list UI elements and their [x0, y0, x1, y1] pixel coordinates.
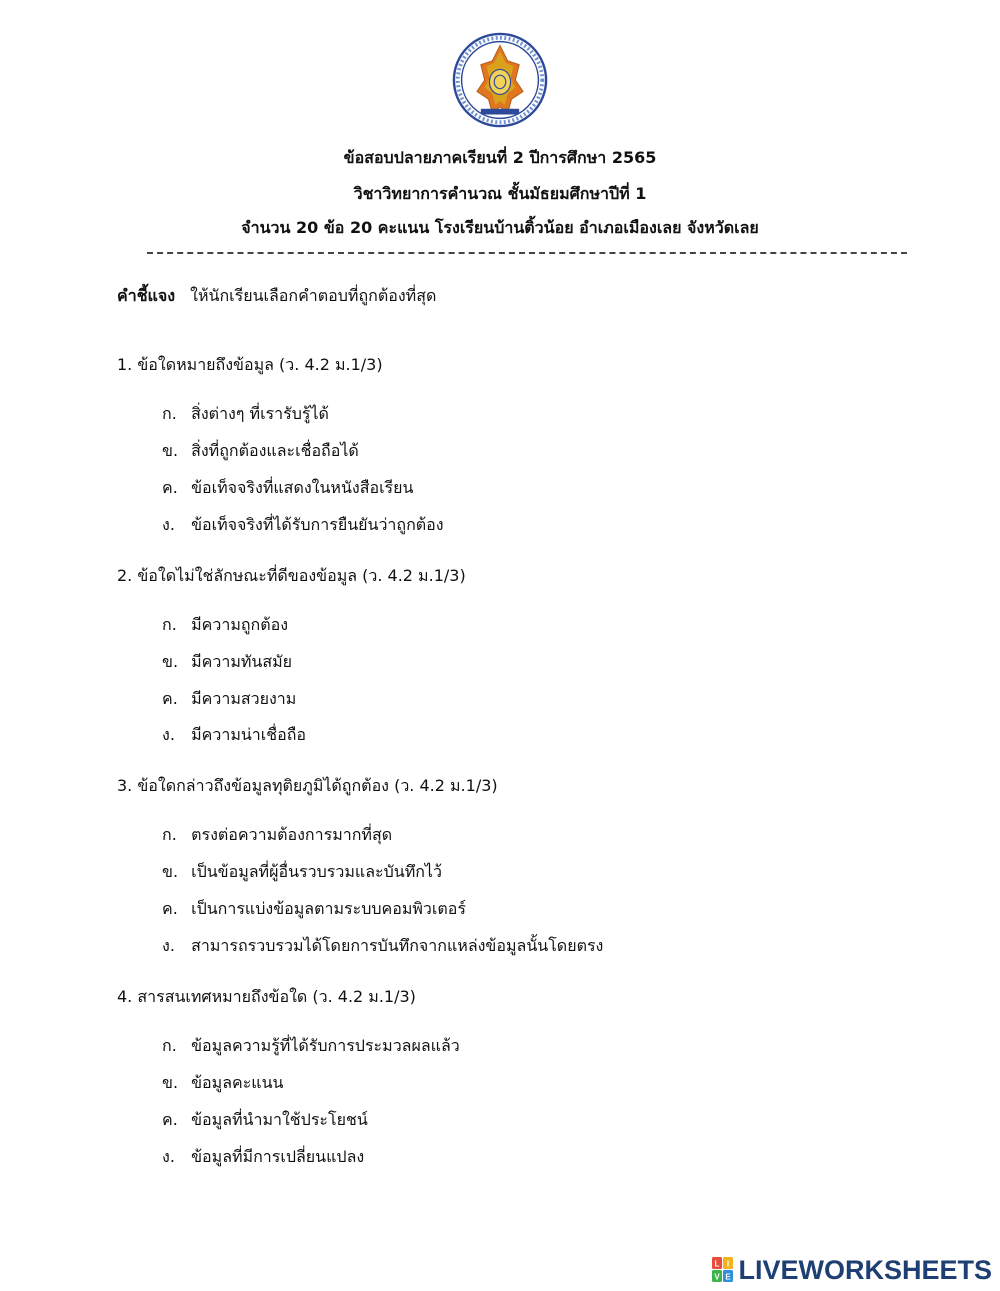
- choice-letter: ข.: [162, 652, 179, 671]
- choice-letter: ง.: [162, 725, 175, 744]
- choice-text: ข้อมูลความรู้ที่ได้รับการประมวลผลแล้ว: [191, 1036, 460, 1055]
- question-4: 4. สารสนเทศหมายถึงข้อใด (ว. 4.2 ม.1/3): [117, 987, 416, 1006]
- choice-q2-a[interactable]: [162, 613, 288, 638]
- choice-q3-a[interactable]: [162, 823, 392, 848]
- question-3: 3. ข้อใดกล่าวถึงข้อมูลทุติยภูมิได้ถูกต้อง (ว. 4.2 ม.1/3): [117, 776, 498, 795]
- choice-text: สิ่งที่ถูกต้องและเชื่อถือได้: [191, 441, 359, 460]
- choice-text: ข้อมูลที่มีการเปลี่ยนแปลง: [191, 1147, 365, 1166]
- choice-q1-b[interactable]: [162, 439, 359, 464]
- choice-text: มีความสวยงาม: [191, 689, 297, 708]
- school-emblem-logo: [452, 32, 548, 128]
- choice-q2-d[interactable]: [162, 723, 306, 748]
- choice-q1-c[interactable]: [162, 476, 413, 501]
- choice-q4-d[interactable]: [162, 1145, 364, 1170]
- question-1: 1. ข้อใดหมายถึงข้อมูล (ว. 4.2 ม.1/3): [117, 355, 383, 374]
- choice-letter: ก.: [162, 825, 177, 844]
- choice-letter: ข.: [162, 441, 179, 460]
- choice-q3-c[interactable]: [162, 897, 466, 922]
- choice-letter: ง.: [162, 1147, 175, 1166]
- choice-q2-b[interactable]: [162, 650, 292, 675]
- svg-text:V: V: [714, 1272, 721, 1282]
- question-2: 2. ข้อใดไม่ใช่ลักษณะที่ดีของข้อมูล (ว. 4.2 ม.1/3): [117, 566, 466, 585]
- choice-letter: ค.: [162, 899, 178, 918]
- choice-letter: ง.: [162, 936, 175, 955]
- choice-text: มีความทันสมัย: [191, 652, 293, 671]
- svg-text:E: E: [725, 1272, 732, 1282]
- choice-q4-c[interactable]: [162, 1108, 368, 1133]
- choice-text: ข้อมูลคะแนน: [191, 1073, 284, 1092]
- choice-letter: ง.: [162, 515, 175, 534]
- choice-q3-d[interactable]: [162, 934, 603, 959]
- choice-text: ข้อเท็จจริงที่แสดงในหนังสือเรียน: [191, 478, 414, 497]
- choice-letter: ค.: [162, 1110, 178, 1129]
- choice-letter: ก.: [162, 404, 177, 423]
- choice-text: สิ่งต่างๆ ที่เรารับรู้ได้: [191, 404, 329, 423]
- choice-q1-a[interactable]: [162, 402, 329, 427]
- choice-text: เป็นการแบ่งข้อมูลตามระบบคอมพิวเตอร์: [191, 899, 466, 918]
- instruction-text: ให้นักเรียนเลือกคำตอบที่ถูกต้องที่สุด: [190, 286, 437, 305]
- svg-text:I: I: [727, 1259, 730, 1269]
- choice-text: มีความน่าเชื่อถือ: [191, 725, 307, 744]
- choice-q2-c[interactable]: [162, 687, 296, 712]
- subject-title: วิชาวิทยาการคำนวณ ชั้นมัธยมศึกษาปีที่ 1: [353, 184, 647, 203]
- dashed-divider: [147, 252, 907, 254]
- exam-title: ข้อสอบปลายภาคเรียนที่ 2 ปีการศึกษา 2565: [343, 148, 657, 167]
- choice-text: ข้อเท็จจริงที่ได้รับการยืนยันว่าถูกต้อง: [191, 515, 444, 534]
- choice-text: ข้อมูลที่นำมาใช้ประโยชน์: [191, 1110, 368, 1129]
- choice-text: สามารถรวบรวมได้โดยการบันทึกจากแหล่งข้อมูลนั้นโดยตรง: [191, 936, 604, 955]
- choice-q4-a[interactable]: [162, 1034, 460, 1059]
- svg-text:L: L: [715, 1259, 720, 1269]
- exam-info-line: จำนวน 20 ข้อ 20 คะแนน โรงเรียนบ้านติ้วน้อย อำเภอเมืองเลย จังหวัดเลย: [241, 218, 759, 237]
- liveworksheets-badge-icon: [712, 1257, 734, 1283]
- instruction: [117, 284, 436, 309]
- choice-letter: ก.: [162, 1036, 177, 1055]
- liveworksheets-watermark: [712, 1255, 992, 1285]
- watermark-text: LIVEWORKSHEETS: [738, 1254, 992, 1285]
- choice-letter: ข.: [162, 862, 179, 881]
- choice-q3-b[interactable]: [162, 860, 442, 885]
- choice-letter: ก.: [162, 615, 177, 634]
- choice-letter: ค.: [162, 478, 178, 497]
- choice-text: มีความถูกต้อง: [191, 615, 289, 634]
- choice-q1-d[interactable]: [162, 513, 444, 538]
- choice-q4-b[interactable]: [162, 1071, 283, 1096]
- instruction-label: คำชี้แจง: [117, 286, 176, 305]
- choice-letter: ข.: [162, 1073, 179, 1092]
- choice-letter: ค.: [162, 689, 178, 708]
- choice-text: เป็นข้อมูลที่ผู้อื่นรวบรวมและบันทึกไว้: [191, 862, 442, 881]
- choice-text: ตรงต่อความต้องการมากที่สุด: [191, 825, 393, 844]
